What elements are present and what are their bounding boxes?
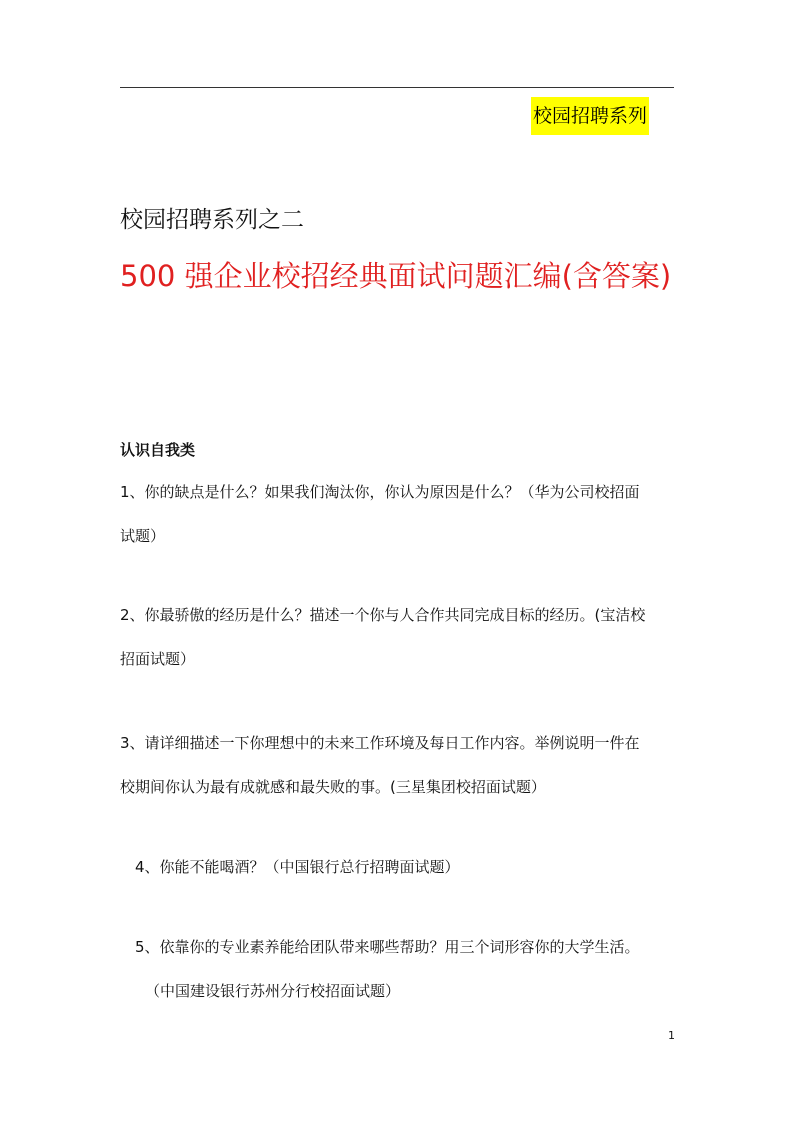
question-2: [120, 593, 674, 681]
question-1-line-1: 1、你的缺点是什么？如果我们淘汰你，你认为原因是什么？（华为公司校招面: [120, 483, 640, 501]
question-5: [120, 925, 674, 1013]
question-2-line-2: 招面试题）: [120, 650, 196, 668]
series-badge: 校园招聘系列: [531, 97, 649, 135]
document-title: 500 强企业校招经典面试问题汇编(含答案): [120, 259, 672, 293]
document-subtitle: 校园招聘系列之二: [120, 207, 304, 233]
page-number: 1: [668, 1029, 675, 1042]
question-3: [120, 721, 674, 809]
question-2-line-1: 2、你最骄傲的经历是什么？描述一个你与人合作共同完成目标的经历。(宝洁校: [120, 606, 646, 624]
question-4-line-1: 4、你能不能喝酒？（中国银行总行招聘面试题）: [135, 858, 460, 876]
question-1-line-2: 试题）: [120, 527, 166, 545]
question-4: [120, 845, 674, 889]
question-3-line-2: 校期间你认为最有成就感和最失败的事。(三星集团校招面试题）: [120, 778, 546, 796]
question-5-line-2: （中国建设银行苏州分行校招面试题）: [145, 982, 401, 1000]
section-heading: 认识自我类: [120, 441, 196, 459]
question-3-line-1: 3、请详细描述一下你理想中的未来工作环境及每日工作内容。举例说明一件在: [120, 734, 640, 752]
question-1: [120, 470, 674, 558]
header-rule: [120, 87, 674, 88]
question-5-line-1: 5、依靠你的专业素养能给团队带来哪些帮助？用三个词形容你的大学生活。: [135, 938, 640, 956]
